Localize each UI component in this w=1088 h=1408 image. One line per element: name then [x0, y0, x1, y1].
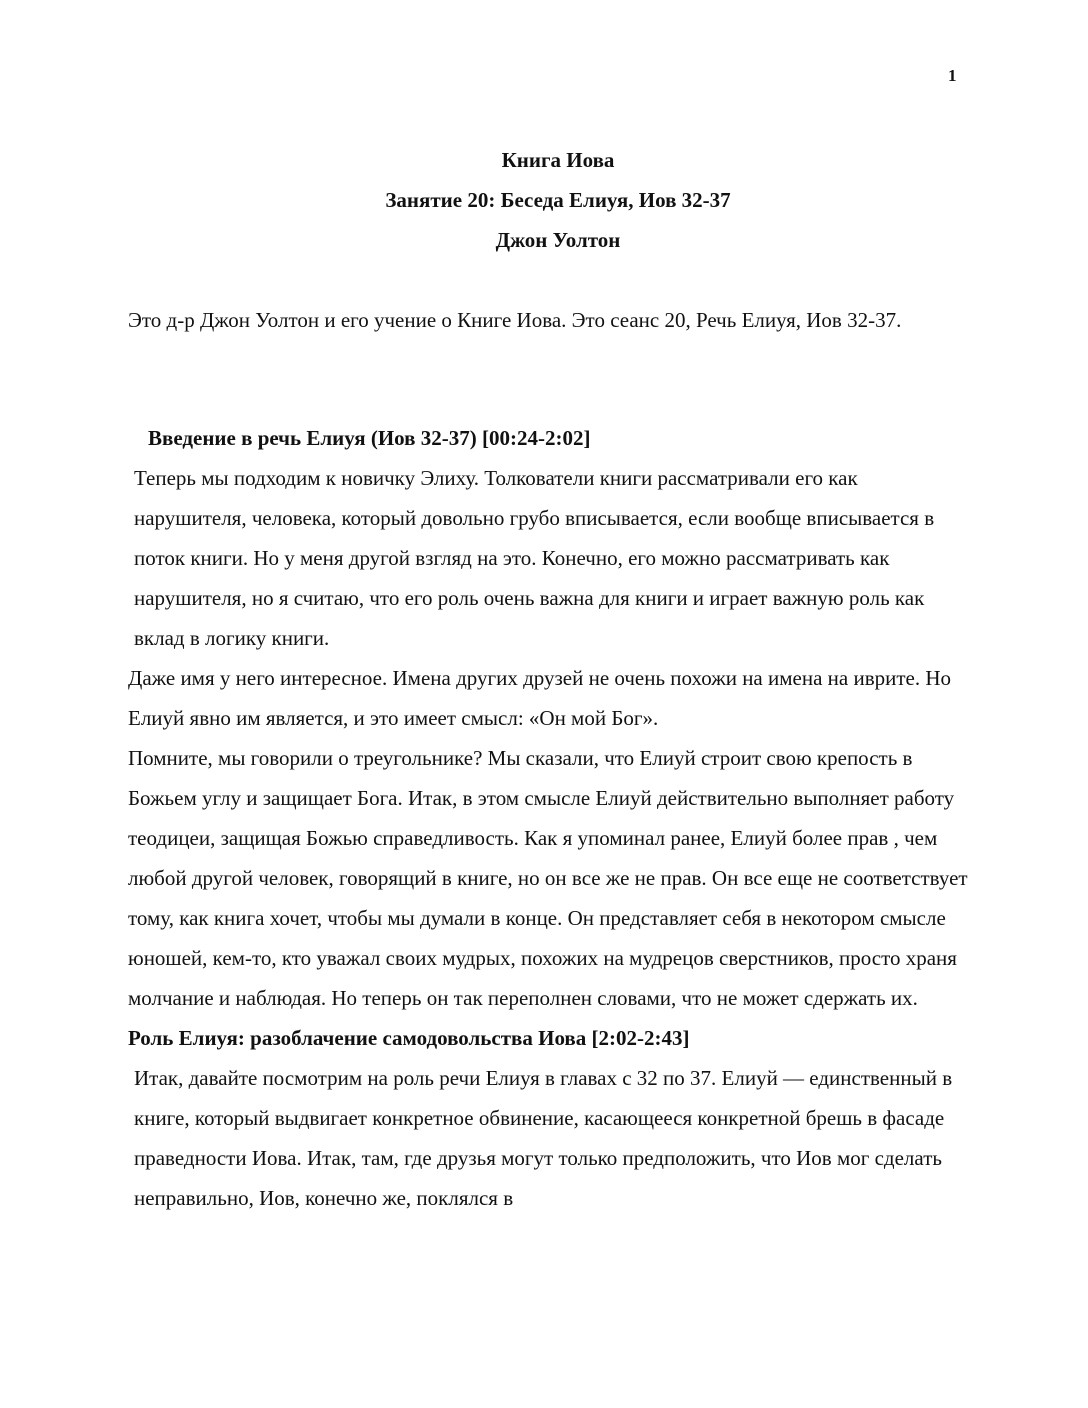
- section-1-paragraph: Помните, мы говорили о треугольнике? Мы сказали, что Елиуй строит свою крепость в Божьем углу и защищает Бога. Итак, в этом смысле Елиуй действительно выполняет работу теодицеи, защищая Божью справедливость. Как я упоминал ранее, Елиуй более прав , чем любой другой человек, говорящий в книге, но он все же не прав. Он все еще не соответствует тому, как книга хочет, чтобы мы думали в конце. Он представляет себя в некотором смысле юношей, кем-то, кто уважал своих мудрых, похожих на мудрецов сверстников, просто храня молчание и наблюдая. Но теперь он так переполнен словами, что не может сдержать их.: [128, 746, 968, 1010]
- title-block: [0, 142, 1088, 262]
- section-1-paragraph: Теперь мы подходим к новичку Элиху. Толкователи книги рассматривали его как нарушителя, человека, который довольно грубо вписывается, если вообще вписывается в поток книги. Но у меня другой взгляд на это. Конечно, его можно рассматривать как нарушителя, но я считаю, что его роль очень важна для книги и играет важную роль как вклад в логику книги.: [134, 466, 935, 650]
- author-name: Джон Уолтон: [495, 228, 621, 252]
- book-title: Книга Иова: [501, 148, 615, 172]
- lesson-title: Занятие 20: Беседа Елиуя, Иов 32-37: [385, 188, 731, 212]
- section-1: [128, 418, 968, 1218]
- intro-paragraph: [128, 300, 968, 340]
- section-1-heading: Введение в речь Елиуя (Иов 32-37) [00:24-2:02]: [148, 426, 591, 450]
- intro-text: Это д-р Джон Уолтон и его учение о Книге Иова. Это сеанс 20, Речь Елиуя, Иов 32-37.: [128, 308, 902, 332]
- section-2-heading: Роль Елиуя: разоблачение самодовольства Иова [2:02-2:43]: [128, 1026, 690, 1050]
- section-2-paragraph: Итак, давайте посмотрим на роль речи Елиуя в главах с 32 по 37. Елиуй — единственный в книге, который выдвигает конкретное обвинение, касающееся конкретной брешь в фасаде праведности Иова. Итак, там, где друзья могут только предположить, что Иов мог сделать неправильно, Иов, конечно же, поклялся в: [134, 1066, 953, 1210]
- section-1-paragraph: Даже имя у него интересное. Имена других друзей не очень похожи на имена на иврите. Но Елиуй явно им является, и это имеет смысл: «Он мой Бог».: [128, 666, 952, 730]
- page-number: 1: [948, 66, 957, 85]
